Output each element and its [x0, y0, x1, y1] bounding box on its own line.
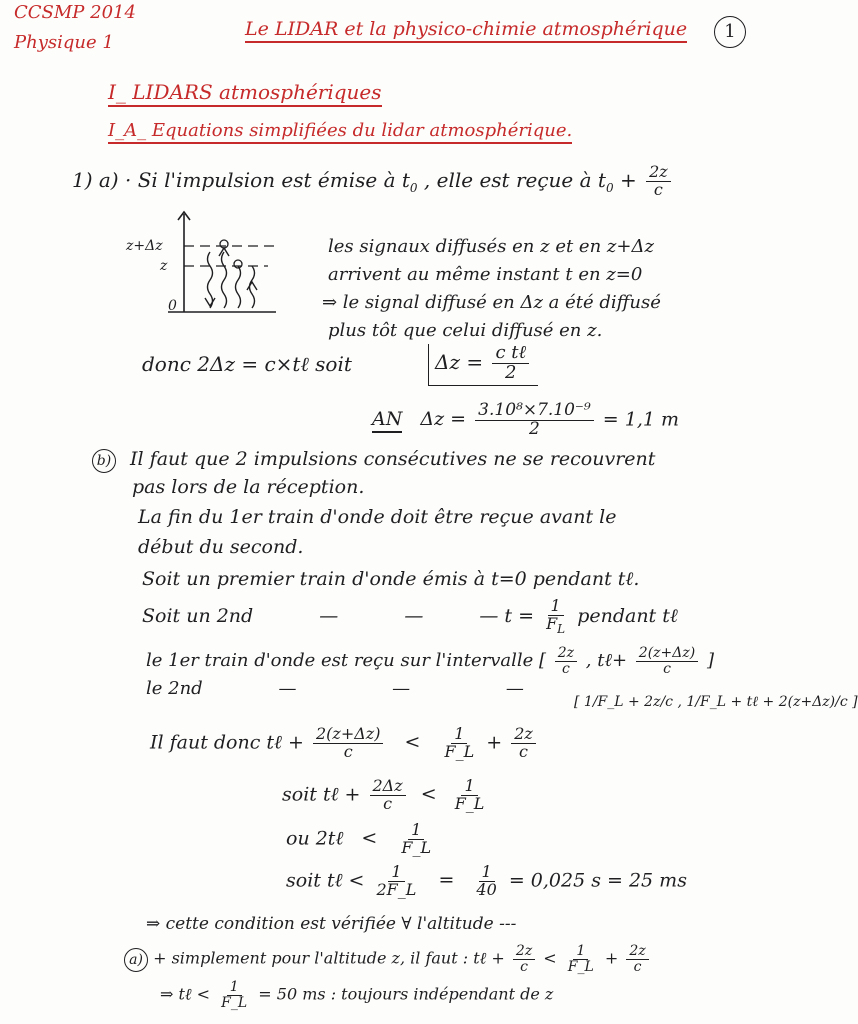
subject-label: Physique 1: [14, 32, 114, 53]
conclusion-line-1: ⇒ cette condition est vérifiée ∀ l'altitude ---: [146, 914, 517, 934]
numeric-application: AN Δz = $\frac{\text{3.10⁸×7.10⁻⁹}}{2}$ = 1,1 m: [372, 400, 679, 439]
conclusion-line-2: a) + simplement pour l'altitude z, il faut : tℓ + $\frac{2z}{c}$ < $\frac{1}{F\_L}$ + $\frac{2z}{c}$: [124, 944, 652, 974]
conclusion-line-3: ⇒ tℓ < $\frac{1}{F\_L}$ = 50 ms : toujours indépendant de z: [160, 979, 554, 1011]
diagram-label-top: z+Δz: [126, 238, 163, 254]
diagram-label-bottom: 0: [168, 298, 177, 314]
q1a-line: 1) a) · Si l'impulsion est émise à $t_0$ , elle est reçue à $t_0$ + $\frac{2z}{c}$: [72, 164, 674, 199]
ineq-line-4: soit tℓ < $\frac{1}{2F\_L}$ = $\frac{1}{40}$ = 0,025 s = 25 ms: [286, 862, 687, 899]
boxed-result: Δz = $\frac{\text{c tℓ}}{2}$: [428, 344, 538, 386]
q1b-line-2: pas lors de la réception.: [132, 476, 365, 498]
q1b-interval-2: [ 1/F_L + 2z/c , 1/F_L + tℓ + 2(z+Δz)/c ]: [574, 694, 858, 710]
subsection-heading: I_A_ Equations simplifiées du lidar atmosphérique.: [108, 120, 572, 144]
q1b-line-6: Soit un 2nd — — — t = $\frac{1}{F_L}$ pendant tℓ: [142, 596, 678, 636]
q1b-line-1: b) Il faut que 2 impulsions consécutives ne se recouvrent: [92, 448, 655, 473]
q1b-line-7: le 1er train d'onde est reçu sur l'intervalle [ $\frac{2z}{c}$ , tℓ+ $\frac{2(z+\Delta z)}{c}$ ]: [146, 645, 714, 677]
page-number: 1: [714, 16, 746, 48]
q1b-line-3: La fin du 1er train d'onde doit être reçue avant le: [138, 506, 617, 528]
explain-line-4: plus tôt que celui diffusé en z.: [328, 320, 603, 341]
explain-line-2: arrivent au même instant t en z=0: [328, 264, 643, 285]
ineq-line-2: soit tℓ + $\frac{2\Delta z}{c}$ < $\frac{1}{F\_L}$: [282, 776, 485, 813]
q1b-line-5: Soit un premier train d'onde émis à t=0 pendant tℓ.: [142, 568, 640, 590]
q1b-line-4: début du second.: [138, 536, 304, 558]
diagram-label-mid: z: [160, 258, 168, 274]
explain-line-1: les signaux diffusés en z et en z+Δz: [328, 236, 654, 257]
explain-line-3: ⇒ le signal diffusé en Δz a été diffusé: [322, 292, 661, 313]
page-title: Le LIDAR et la physico-chimie atmosphérique: [245, 18, 687, 43]
q1b-line-8: le 2nd — — —: [146, 678, 524, 699]
result-donc: donc 2Δz = c×tℓ soit: [142, 352, 352, 376]
ineq-line-1: Il faut donc tℓ + $\frac{2(z+\Delta z)}{c}$ < $\frac{1}{F\_L}$ + $\frac{2z}{c}$: [150, 726, 539, 761]
exam-label: CCSMP 2014: [14, 2, 136, 23]
lidar-diagram: [118, 208, 288, 318]
section-heading: I_ LIDARS atmosphériques: [108, 80, 382, 107]
ineq-line-3: ou 2tℓ < $\frac{1}{F\_L}$: [286, 820, 432, 857]
